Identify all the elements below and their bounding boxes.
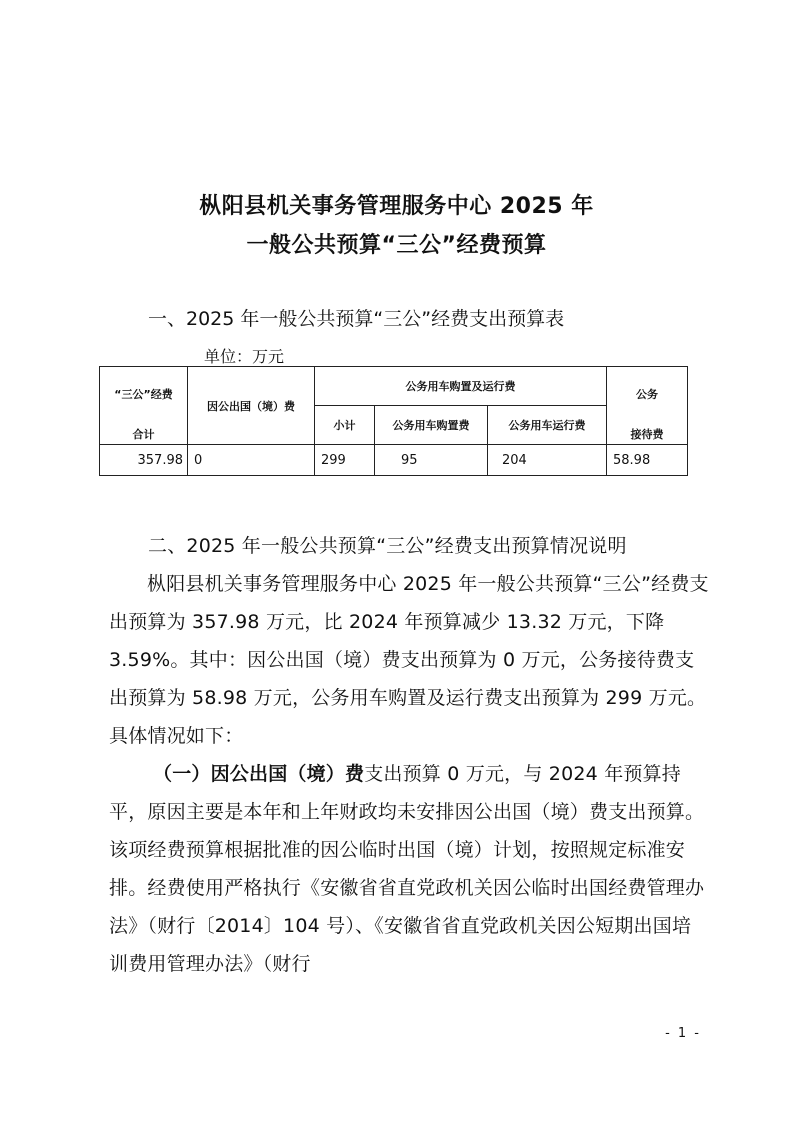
table-row [100,445,688,476]
document-title-line2: 一般公共预算“三公”经费预算 [246,233,547,258]
budget-table [99,366,688,476]
header-reception-bottom: 接待费 [630,428,664,441]
header-vehicle-group: 公务用车购置及运行费 [315,367,607,406]
value-abroad: 0 [188,445,315,476]
unit-label: 单位：万元 [204,347,285,366]
section2-paragraph2 [109,755,709,983]
value-vehicle-subtotal: 299 [315,445,375,476]
section1-heading: 一、2025 年一般公共预算“三公”经费支出预算表 [148,308,565,330]
section2-paragraph1: 枞阳县机关事务管理服务中心 2025 年一般公共预算“三公”经费支出预算为 357.98 万元，比 2024 年预算减少 13.32 万元，下降 3.59%。其中：因公出国（境）费支出预算为 0 万元，公务接待费支出预算为 58.98 万元，公务用车购置及运行费支出预算为 299 万元。具体情况如下： [109,573,709,747]
header-total-bottom: 合计 [132,428,155,441]
section2-heading: 二、2025 年一般公共预算“三公”经费支出预算情况说明 [148,535,627,557]
header-total-top: “三公”经费 [114,388,173,401]
page-number: - 1 - [665,1026,701,1041]
value-vehicle-purchase: 95 [375,445,488,476]
header-abroad: 因公出国（境）费 [188,367,315,445]
header-reception [607,367,688,445]
document-title-line1: 枞阳县机关事务管理服务中心 2025 年 [199,194,594,219]
value-vehicle-operation: 204 [488,445,607,476]
header-vehicle-purchase: 公务用车购置费 [375,406,488,445]
value-total: 357.98 [100,445,188,476]
header-total [100,367,188,445]
header-vehicle-operation: 公务用车运行费 [488,406,607,445]
value-reception: 58.98 [607,445,688,476]
subsection1-text: 支出预算 0 万元，与 2024 年预算持平，原因主要是本年和上年财政均未安排因公出国（境）费支出预算。该项经费预算根据批准的因公临时出国（境）计划，按照规定标准安排。经费使用严格执行《安徽省省直党政机关因公临时出国经费管理办法》（财行〔2014〕104 号）、《安徽省省直党政机关因公短期出国培训费用管理办法》（财行 [109,763,705,975]
subsection1-heading: （一）因公出国（境）费 [153,763,365,785]
header-reception-top: 公务 [636,388,658,401]
header-vehicle-subtotal: 小计 [315,406,375,445]
